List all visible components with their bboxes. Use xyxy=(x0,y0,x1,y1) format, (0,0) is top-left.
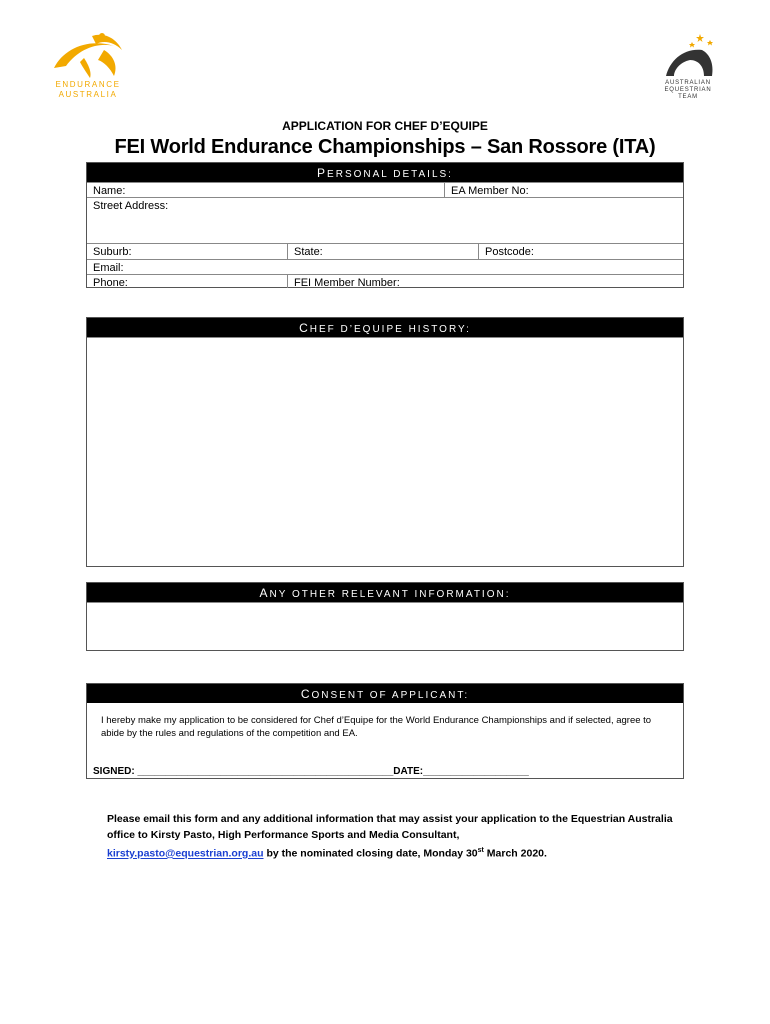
street-row xyxy=(87,197,683,243)
chef-history-section xyxy=(86,317,684,567)
state-label: State: xyxy=(294,246,323,258)
ea-member-field[interactable] xyxy=(444,183,683,197)
phone-field[interactable] xyxy=(87,275,287,288)
other-info-heading: ANY OTHER RELEVANT INFORMATION: xyxy=(87,583,683,602)
street-address-field[interactable] xyxy=(87,198,683,243)
signature-line[interactable] xyxy=(93,766,529,777)
instructions-line2-pre: by the nominated closing date, Monday 30 xyxy=(266,847,478,860)
state-field[interactable] xyxy=(287,244,478,259)
fei-member-label: FEI Member Number: xyxy=(294,277,400,289)
name-label: Name: xyxy=(93,185,126,197)
date-blank[interactable]: ___________________ xyxy=(423,766,529,777)
endurance-australia-logo-text: ENDURANCE AUSTRALIA xyxy=(55,80,121,99)
chef-history-textarea[interactable] xyxy=(87,337,683,566)
instructions-line1: Please email this form and any additional information that may assist your application to the Equestrian Australia office to Kirsty Pasto, High Performance Sports and Media Consultant, xyxy=(107,813,673,841)
email-row xyxy=(87,259,683,274)
chef-history-heading: CHEF D’EQUIPE HISTORY: xyxy=(87,318,683,337)
date-label: DATE: xyxy=(393,766,424,777)
fei-member-field[interactable] xyxy=(287,275,683,288)
name-field[interactable] xyxy=(87,183,444,197)
australian-equestrian-team-logo-text: AUSTRALIAN EQUESTRIAN TEAM xyxy=(664,80,712,100)
email-field[interactable] xyxy=(87,260,683,274)
consent-section xyxy=(86,683,684,779)
personal-details-section xyxy=(86,162,684,288)
personal-details-heading: PERSONAL DETAILS: xyxy=(87,163,683,182)
contact-email-link[interactable]: kirsty.pasto@equestrian.org.au xyxy=(107,847,264,860)
signed-label: SIGNED: xyxy=(93,766,135,777)
instructions-line2-post: March 2020. xyxy=(486,847,547,860)
suburb-label: Suburb: xyxy=(93,246,132,258)
name-row xyxy=(87,182,683,197)
postcode-label: Postcode: xyxy=(485,246,534,258)
other-info-section xyxy=(86,582,684,651)
form-subtitle: APPLICATION FOR CHEF D’EQUIPE xyxy=(282,119,488,133)
other-info-textarea[interactable] xyxy=(87,602,683,650)
consent-statement: I hereby make my application to be considered for Chef d’Equipe for the World Endurance Championships and if selected, agree to abide by the rules and regulations of the competition and EA. xyxy=(101,715,652,739)
suburb-field[interactable] xyxy=(87,244,287,259)
consent-heading: CONSENT OF APPLICANT: xyxy=(87,684,683,703)
email-label: Email: xyxy=(93,262,124,274)
suburb-row xyxy=(87,243,683,259)
form-title: FEI World Endurance Championships – San Rossore (ITA) xyxy=(114,136,656,158)
ea-member-label: EA Member No: xyxy=(451,185,529,197)
date-suffix: st xyxy=(477,847,484,854)
street-address-label: Street Address: xyxy=(93,200,169,212)
signed-blank[interactable]: ______________________________________________ xyxy=(137,766,394,777)
submission-instructions xyxy=(107,811,687,862)
postcode-field[interactable] xyxy=(478,244,683,259)
phone-row xyxy=(87,274,683,288)
phone-label: Phone: xyxy=(93,277,128,289)
